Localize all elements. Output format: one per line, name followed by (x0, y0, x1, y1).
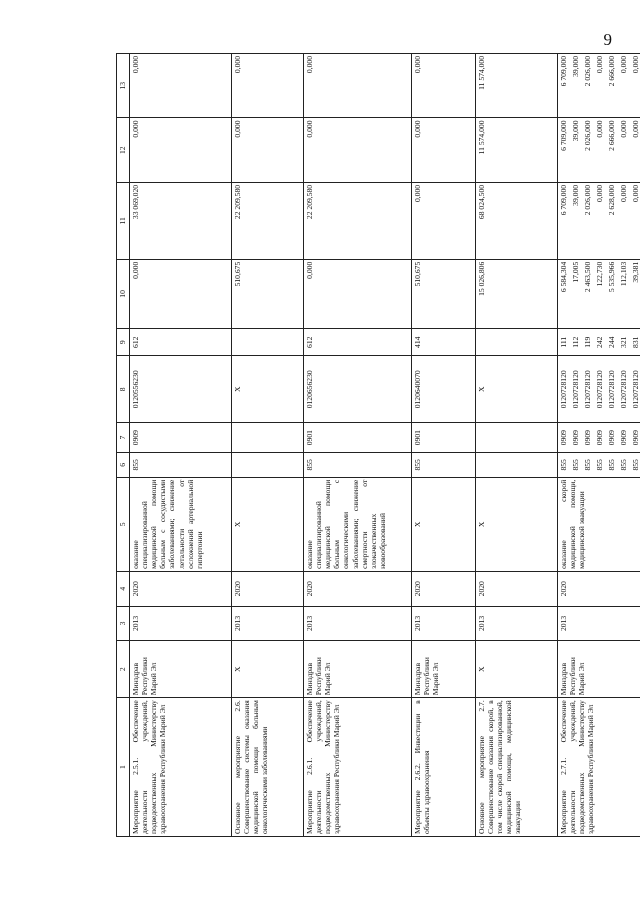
line-value: X (233, 386, 242, 393)
indicator-cell: X (476, 477, 558, 571)
line-value: 0,000 (413, 120, 422, 138)
table-row (130, 54, 232, 837)
line-value: 0909 (619, 430, 628, 446)
column-number-header: 8 (117, 356, 130, 423)
line-value: 6 709,000 (559, 56, 568, 87)
target-item-code-cell (476, 356, 558, 423)
end-year-cell: 2020 (232, 571, 304, 606)
line-value: 5 535,966 (607, 261, 616, 293)
line-value: 0,000 (131, 56, 140, 74)
activity-name-cell: Мероприятие 2.5.1. Обеспечение деятельности учреждений, подведомственных Министерству здравоохранения Республики Марий Эл (130, 698, 232, 837)
table-row (232, 54, 304, 837)
line-value: 0120640070 (413, 370, 422, 409)
line-value: 0,000 (233, 56, 242, 74)
line-value: 612 (131, 336, 140, 348)
budget-table (116, 53, 640, 837)
line-value: 0120728120 (619, 370, 628, 409)
section-code-cell (412, 423, 476, 453)
line-value: 33 069,020 (131, 184, 140, 220)
indicator-cell: оказание скорой медицинской помощи, медицинской эвакуации (558, 477, 640, 571)
line-value: 0909 (559, 430, 568, 446)
column-number-header: 6 (117, 452, 130, 477)
line-value: 0120728120 (583, 370, 592, 409)
target-item-code-cell (412, 356, 476, 423)
column-number-header-row (117, 54, 130, 837)
column-number-header: 11 (117, 182, 130, 259)
expense-type-code-cell (130, 329, 232, 356)
line-value: 2 666,000 (607, 56, 616, 87)
line-value: 0,000 (305, 120, 314, 138)
line-value: 0,000 (619, 56, 628, 74)
end-year-cell: 2020 (304, 571, 412, 606)
line-value (477, 455, 489, 475)
line-value: 242 (595, 336, 604, 348)
table-row (304, 54, 412, 837)
end-year-cell: 2020 (412, 571, 476, 606)
amount-col12-cell (558, 118, 640, 182)
line-value: 11 574,000 (477, 120, 486, 155)
line-value: 0,000 (131, 261, 140, 279)
line-value: 0120728120 (559, 370, 568, 409)
amount-col11-cell (476, 182, 558, 259)
amount-col11-cell (558, 182, 640, 259)
table-row (412, 54, 476, 837)
amount-col10-cell (476, 259, 558, 328)
line-value: 0909 (131, 430, 140, 446)
target-item-code-cell (304, 356, 412, 423)
column-number-header: 5 (117, 477, 130, 571)
expense-type-code-cell (558, 329, 640, 356)
amount-col11-cell (304, 182, 412, 259)
amount-col12-cell (130, 118, 232, 182)
line-value: 244 (607, 336, 616, 348)
amount-col12-cell (304, 118, 412, 182)
line-value (233, 331, 245, 353)
line-value: 510,675 (413, 261, 422, 287)
target-item-code-cell (130, 356, 232, 423)
line-value: 0901 (413, 430, 422, 446)
line-value: 855 (607, 459, 616, 471)
column-number-header: 1 (117, 698, 130, 837)
line-value: 68 024,500 (477, 184, 486, 220)
amount-col10-cell (232, 259, 304, 328)
amount-col10-cell (130, 259, 232, 328)
amount-col13-cell (412, 54, 476, 119)
line-value: 0901 (305, 430, 314, 446)
line-value: 22 209,580 (305, 184, 314, 220)
amount-col12-cell (476, 118, 558, 182)
line-value: X (477, 386, 486, 393)
amount-col11-cell (412, 182, 476, 259)
amount-col12-cell (412, 118, 476, 182)
line-value: 0120728120 (631, 370, 640, 409)
grbs-code-cell (304, 452, 412, 477)
expense-type-code-cell (476, 329, 558, 356)
line-value: 0909 (583, 430, 592, 446)
target-item-code-cell (558, 356, 640, 423)
line-value: 11 574,000 (477, 56, 486, 90)
line-value: 39,381 (631, 261, 640, 283)
line-value: 22 209,580 (233, 184, 242, 220)
line-value: 2 666,000 (607, 120, 616, 151)
section-code-cell (476, 423, 558, 453)
line-value: 119 (583, 336, 592, 348)
amount-col11-cell (232, 182, 304, 259)
line-value: 0909 (607, 430, 616, 446)
start-year-cell: 2013 (476, 606, 558, 641)
line-value: 2 026,000 (583, 56, 592, 87)
amount-col13-cell (130, 54, 232, 119)
table-body (130, 54, 640, 837)
line-value: 855 (131, 459, 140, 471)
indicator-cell: X (412, 477, 476, 571)
line-value: 6 584,304 (559, 261, 568, 293)
section-code-cell (558, 423, 640, 453)
executor-cell: Минздрав Республики Марий Эл (130, 641, 232, 698)
line-value (233, 455, 245, 475)
line-value: 2 026,000 (583, 120, 592, 151)
expense-type-code-cell (232, 329, 304, 356)
executor-cell: Минздрав Республики Марий Эл (412, 641, 476, 698)
grbs-code-cell (412, 452, 476, 477)
amount-col11-cell (130, 182, 232, 259)
line-value: 0,000 (595, 120, 604, 138)
line-value: 321 (619, 336, 628, 348)
line-value: 2 026,000 (583, 184, 592, 216)
table-row (558, 54, 640, 837)
line-value: 0,000 (619, 184, 628, 203)
amount-col10-cell (412, 259, 476, 328)
line-value: 0909 (631, 430, 640, 446)
executor-cell: Минздрав Республики Марий Эл (558, 641, 640, 698)
line-value: 39,000 (571, 56, 580, 77)
end-year-cell: 2020 (130, 571, 232, 606)
line-value: 0,000 (305, 56, 314, 74)
line-value: 2 628,000 (607, 184, 616, 216)
line-value: 855 (619, 459, 628, 471)
line-value: 0,000 (131, 120, 140, 138)
line-value: 111 (559, 336, 568, 348)
line-value: 0120556230 (131, 370, 140, 409)
expense-type-code-cell (304, 329, 412, 356)
indicator-cell: оказание специализированной медицинской помощи больным с сосудистыми заболеваниями; снижение летальности от осложнений артериальной гипертонии (130, 477, 232, 571)
line-value: 0,000 (595, 56, 604, 74)
line-value: 414 (413, 336, 422, 348)
line-value: 15 026,806 (477, 261, 486, 296)
end-year-cell: 2020 (476, 571, 558, 606)
section-code-cell (304, 423, 412, 453)
column-number-header: 7 (117, 423, 130, 453)
line-value: 0,000 (595, 184, 604, 203)
line-value: 0120728120 (607, 370, 616, 409)
expense-type-code-cell (412, 329, 476, 356)
grbs-code-cell (232, 452, 304, 477)
line-value: 39,000 (571, 184, 580, 206)
line-value (233, 425, 245, 450)
target-item-code-cell (232, 356, 304, 423)
line-value: 855 (583, 459, 592, 471)
line-value: 0,000 (413, 56, 422, 74)
line-value (477, 425, 489, 450)
grbs-code-cell (558, 452, 640, 477)
activity-name-cell: Основное мероприятие 2.6. Совершенствование системы оказания медицинской помощи больным онкологическими заболеваниями (232, 698, 304, 837)
line-value: 855 (559, 459, 568, 471)
amount-col10-cell (304, 259, 412, 328)
executor-cell: Минздрав Республики Марий Эл (304, 641, 412, 698)
line-value: 0,000 (619, 120, 628, 138)
section-code-cell (232, 423, 304, 453)
line-value: 0909 (571, 430, 580, 446)
line-value: 0,000 (631, 184, 640, 203)
column-number-header: 9 (117, 329, 130, 356)
line-value: 612 (305, 336, 314, 348)
grbs-code-cell (130, 452, 232, 477)
executor-cell: X (232, 641, 304, 698)
line-value: 39,000 (571, 120, 580, 142)
activity-name-cell: Мероприятие 2.7.1. Обеспечение деятельности учреждений, подведомственных Министерству здравоохранения Республики Марий Эл (558, 698, 640, 837)
line-value: 0909 (595, 430, 604, 446)
start-year-cell: 2013 (232, 606, 304, 641)
activity-name-cell: Мероприятие 2.6.1. Обеспечение деятельности учреждений, подведомственных Министерству здравоохранения Республики Марий Эл (304, 698, 412, 837)
line-value (477, 331, 489, 353)
column-number-header: 4 (117, 571, 130, 606)
line-value: 112,103 (619, 261, 628, 287)
line-value: 0,000 (631, 56, 640, 74)
line-value: 831 (631, 336, 640, 348)
line-value: 855 (571, 459, 580, 471)
line-value: 855 (595, 459, 604, 471)
start-year-cell: 2013 (130, 606, 232, 641)
line-value: 0120728120 (571, 370, 580, 409)
amount-col13-cell (304, 54, 412, 119)
line-value: 6 709,000 (559, 184, 568, 216)
amount-col13-cell (476, 54, 558, 119)
line-value: 122,730 (595, 261, 604, 287)
section-code-cell (130, 423, 232, 453)
end-year-cell: 2020 (558, 571, 640, 606)
column-number-header: 10 (117, 259, 130, 328)
line-value: 6 709,000 (559, 120, 568, 151)
line-value: 0120728120 (595, 370, 604, 409)
line-value: 112 (571, 336, 580, 348)
line-value: 0,000 (631, 120, 640, 138)
column-number-header: 13 (117, 54, 130, 119)
indicator-cell: X (232, 477, 304, 571)
column-number-header: 12 (117, 118, 130, 182)
column-number-header: 3 (117, 606, 130, 641)
line-value: 17,005 (571, 261, 580, 283)
line-value: 855 (413, 459, 422, 471)
line-value: 855 (631, 459, 640, 471)
activity-name-cell: Мероприятие 2.6.2. Инвестиции в объекты здравоохранения (412, 698, 476, 837)
grbs-code-cell (476, 452, 558, 477)
line-value: 0,000 (233, 120, 242, 138)
column-number-header: 2 (117, 641, 130, 698)
executor-cell: X (476, 641, 558, 698)
amount-col13-cell (558, 54, 640, 119)
line-value: 510,675 (233, 261, 242, 287)
line-value: 0120656230 (305, 370, 314, 409)
start-year-cell: 2013 (412, 606, 476, 641)
table-row (476, 54, 558, 837)
line-value: 0,000 (305, 261, 314, 279)
start-year-cell: 2013 (304, 606, 412, 641)
line-value: 855 (305, 459, 314, 471)
indicator-cell: оказание специализированной медицинской помощи больным с онкологическими заболеваниями; снижение смертности от злокачественных новообразований (304, 477, 412, 571)
start-year-cell: 2013 (558, 606, 640, 641)
amount-col13-cell (232, 54, 304, 119)
line-value: 2 463,500 (583, 261, 592, 293)
line-value: 0,000 (413, 184, 422, 203)
amount-col10-cell (558, 259, 640, 328)
page-number: 9 (603, 30, 612, 49)
amount-col12-cell (232, 118, 304, 182)
budget-table-rotated (116, 53, 640, 837)
activity-name-cell: Основное мероприятие 2.7. Совершенствование оказания скорой, в том числе скорой специализированной, медицинской помощи, медицинской эвакуации (476, 698, 558, 837)
